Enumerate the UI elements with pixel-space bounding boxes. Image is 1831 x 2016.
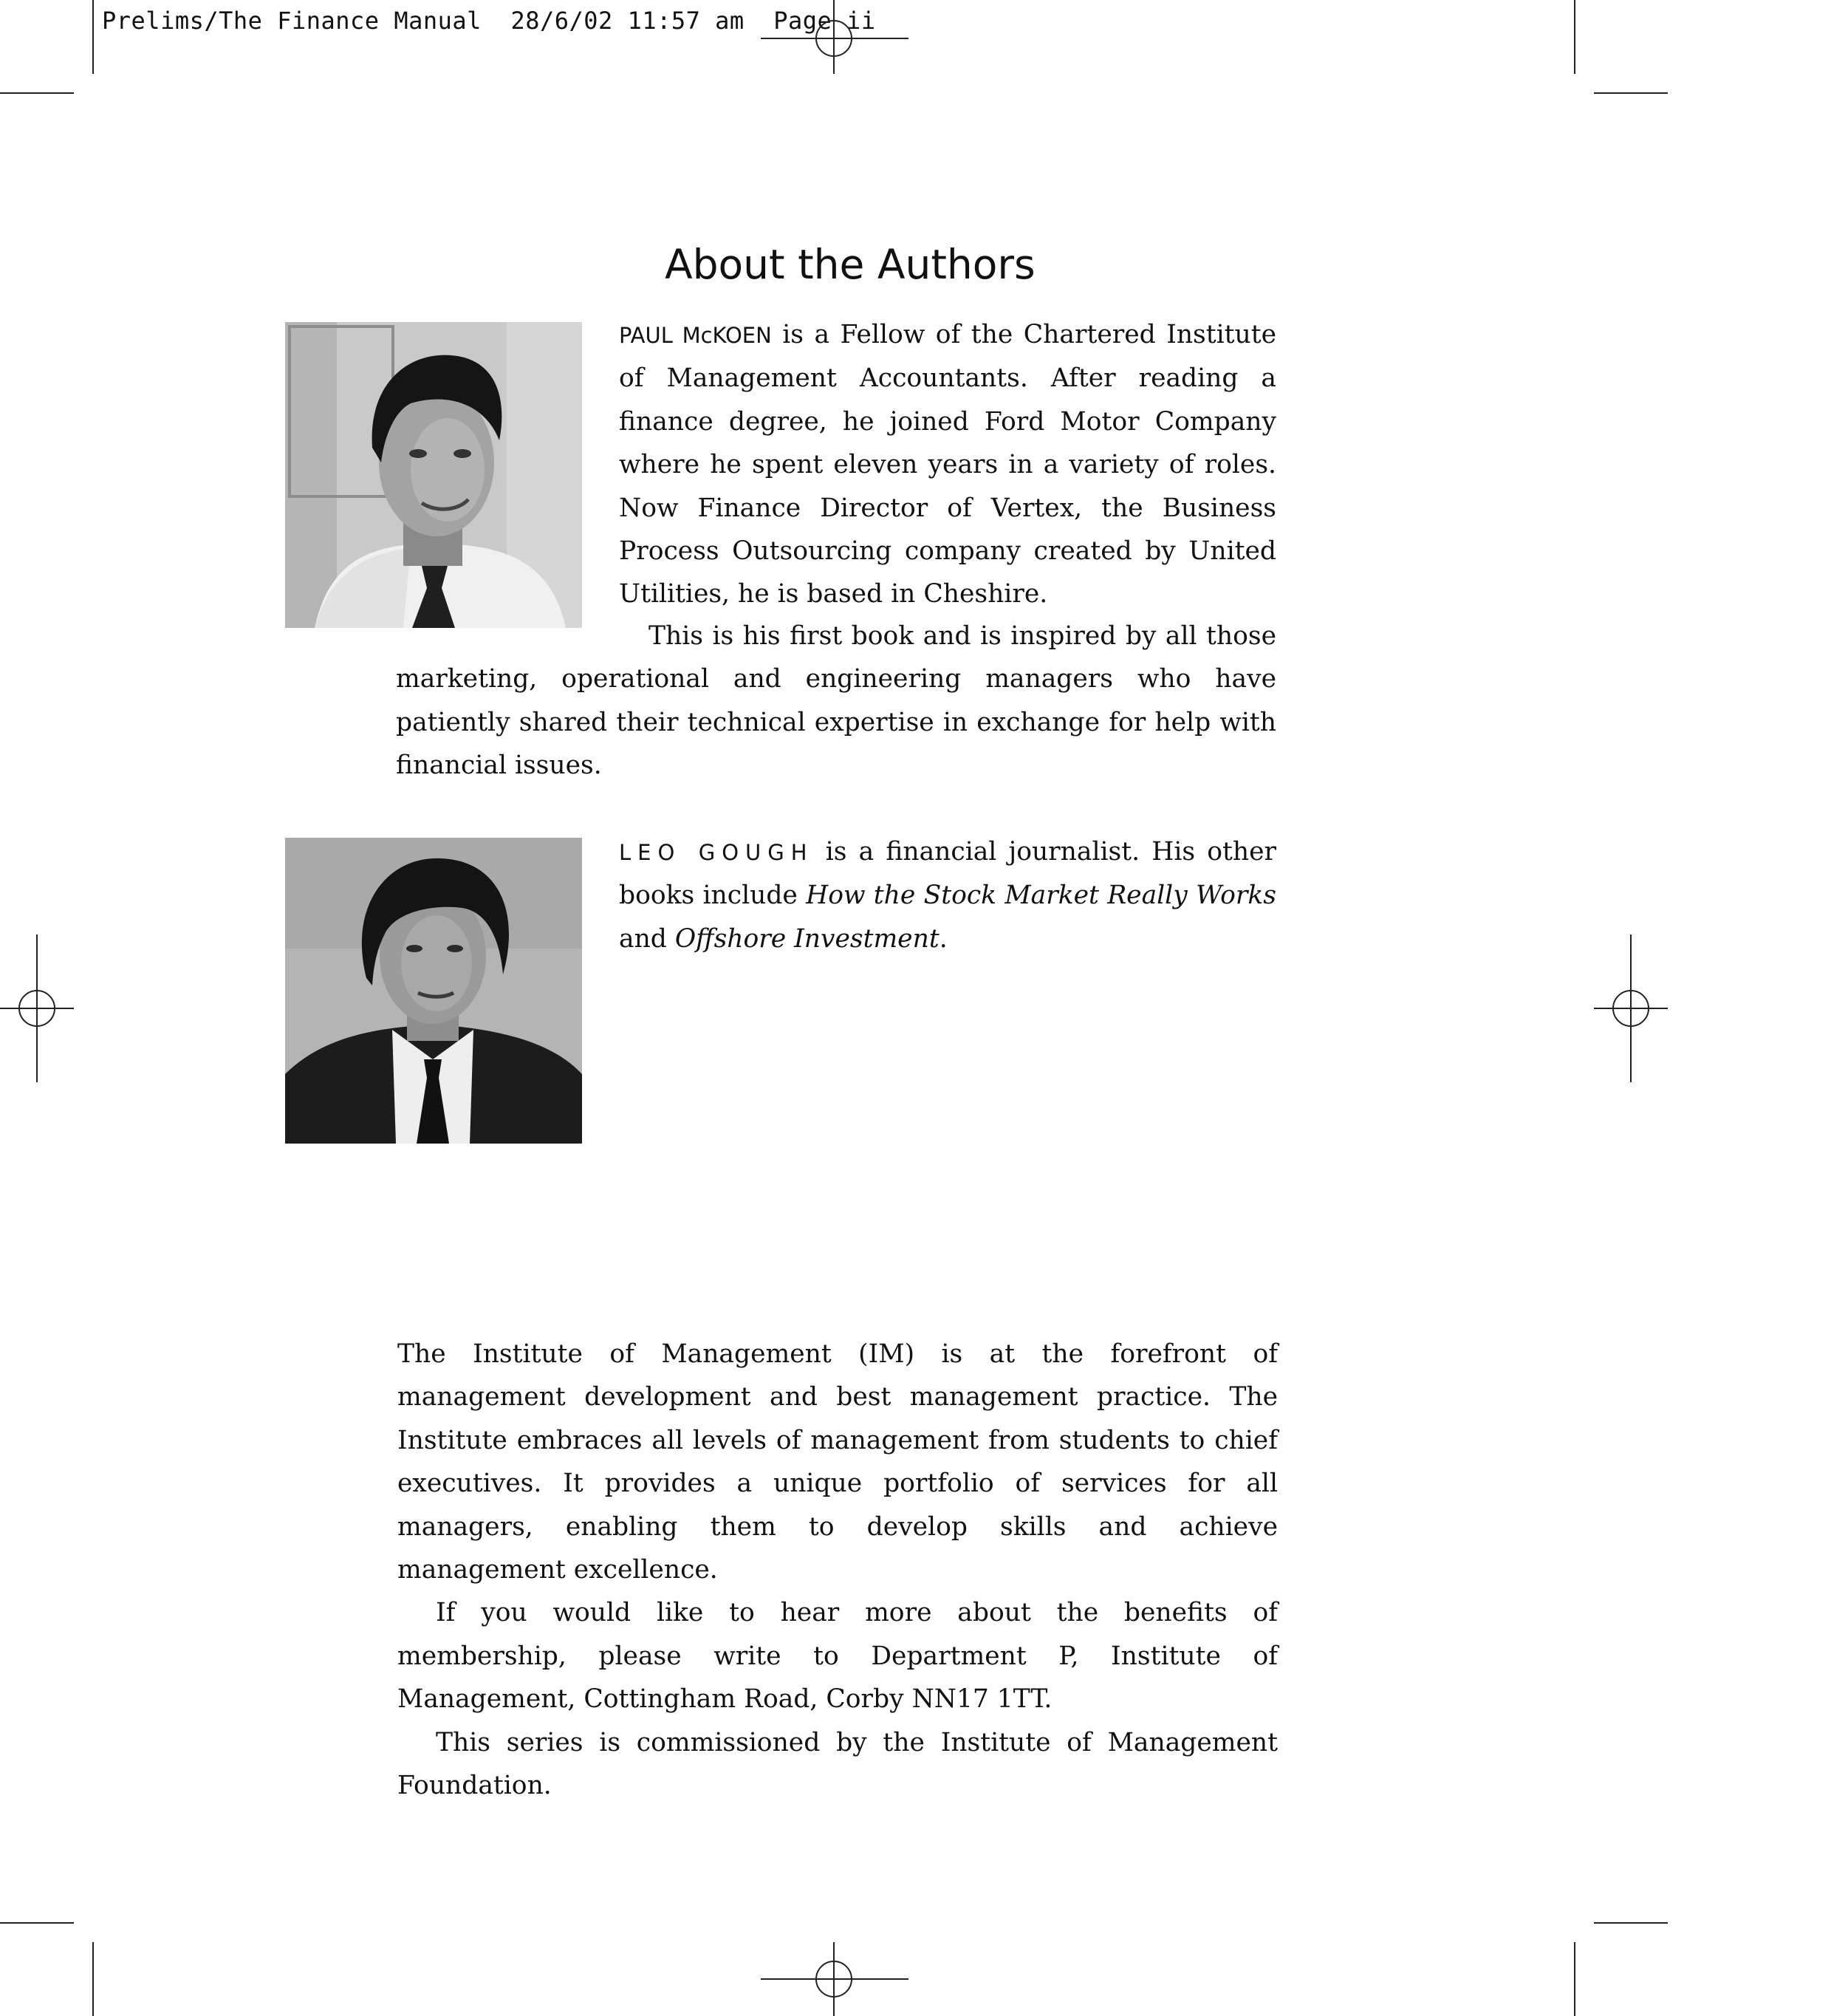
printer-slug-line: Prelims/The Finance Manual 28/6/02 11:57 am Page ii xyxy=(102,7,876,35)
author-photo-leo-gough xyxy=(285,838,582,1144)
author-bio-leo-gough xyxy=(619,830,1276,960)
author-bio-continued xyxy=(396,615,1276,787)
author-name-paul-mckoen: PAUL McKOEN xyxy=(619,323,772,348)
institute-paragraph: If you would like to hear more about the benefits of membership, please write to Department P, Institute of Management, Cottingham Road, Corby NN17 1TT. xyxy=(397,1598,1278,1715)
author-photo-paul-mckoen xyxy=(285,322,582,628)
institute-of-management-section xyxy=(397,1333,1278,1807)
author-bio-paul-mckoen xyxy=(619,313,1276,616)
page-title: About the Authors xyxy=(665,241,1036,288)
author-bio-text-middle: and xyxy=(619,923,675,954)
author-bio-text-end: . xyxy=(939,923,948,954)
book-title-offshore-investment: Offshore Investment xyxy=(674,923,940,954)
registration-mark-bottom xyxy=(761,1942,908,2016)
author-bio-continued-text: This is his first book and is inspired by all those marketing, operational and engineering managers who have patiently shared their technical expertise in exchange for help with financial issues. xyxy=(396,621,1276,781)
registration-mark-top xyxy=(761,0,908,74)
book-title-stock-market: How the Stock Market Really Works xyxy=(806,881,1276,911)
author-bio-text: is a Fellow of the Chartered Institute of Management Accountants. After reading a finance degree, he joined Ford Motor Company where he spent eleven years in a variety of roles. Now Finance Director of Vertex, the Business Process Outsourcing company created by United Utilities, he is based in Cheshire. xyxy=(619,320,1277,609)
author-name-leo-gough: LEO GOUGH xyxy=(619,840,814,865)
registration-mark-left xyxy=(0,934,74,1082)
registration-mark-right xyxy=(1594,934,1668,1082)
institute-paragraph: The Institute of Management (IM) is at the forefront of management development and best management practice. The Institute embraces all levels of management from students to chief executives. It provides a unique portfolio of services for all managers, enabling them to develop skills and achieve management excellence. xyxy=(397,1339,1278,1585)
author-bio-text-start: is a financial journalist. His other books include xyxy=(619,837,1276,911)
institute-paragraph: This series is commissioned by the Institute of Management Foundation. xyxy=(397,1727,1278,1801)
